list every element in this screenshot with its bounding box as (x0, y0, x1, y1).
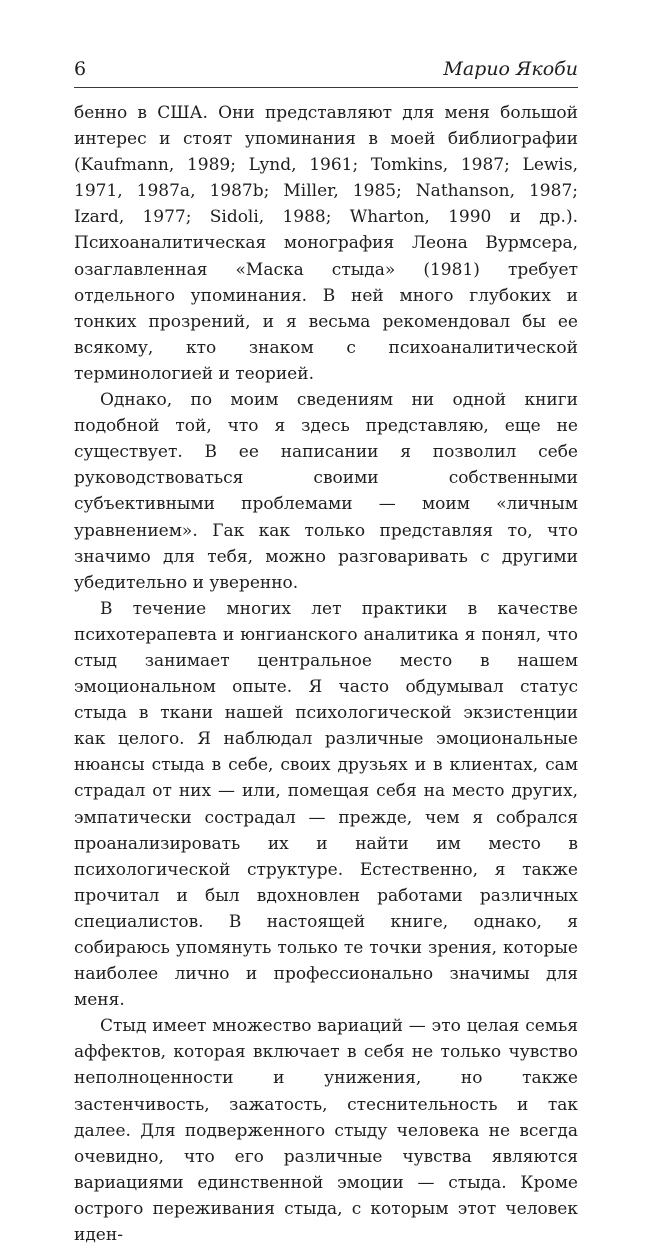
page-number: 6 (74, 58, 87, 80)
paragraph-4: Стыд имеет множество вариаций — это целая семья аффектов, которая включает в себя не только чувство неполноценности и унижения, но также застенчивость, зажатость, стеснительность и так далее. Для подверженного стыду человека не всегда очевидно, что его различные чувства являются вариациями единственной эмоции — стыда. Кроме острого переживания стыда, с которым этот человек иден- (74, 1016, 578, 1246)
paragraph-2: Однако, по моим сведениям ни одной книги подобной той, что я здесь представляю, еще не существует. В ее написании я позволил себе руководствоваться своими собственными субъективными проблемами — моим «личным уравнением». Гак как только представляя то, что значимо для тебя, можно разговаривать с другими убедительно и уверенно. (74, 390, 578, 593)
page-header (74, 57, 578, 87)
header-rule (74, 87, 578, 88)
running-head-author: Марио Якоби (443, 58, 578, 80)
paragraph-3: В течение многих лет практики в качестве психотерапевта и юнгианского аналитика я понял, что стыд занимает центральное место в нашем эмоциональном опыте. Я часто обдумывал статус стыда в ткани нашей психологической экзистенции как целого. Я наблюдал различные эмоциональные нюансы стыда в себе, своих друзьях и в клиентах, сам страдал от них — или, помещая себя на место других, эмпатически сострадал — прежде, чем я собрался проанализировать их и найти им место в психологической структуре. Естественно, я также прочитал и был вдохновлен работами различных специалистов. В настоящей книге, однако, я собираюсь упомянуть только те точки зрения, которые наиболее лично и профессионально значимы для меня. (74, 598, 578, 1011)
paragraph-1: бенно в США. Они представляют для меня большой интерес и стоят упоминания в моей библиографии (Kaufmann, 1989; Lynd, 1961; Tomkins, 1987; Lewis, 1971, 1987a, 1987b; Miller, 1985; Nathanson, 1987; Izard, 1977; Sidoli, 1988; Wharton, 1990 и др.). Психоаналитическая монография Леона Вурмсера, озаглавленная «Маска стыда» (1981) требует отдельного упоминания. В ней много глубоких и тонких прозрений, и я весьма рекомендовал бы ее всякому, кто знаком с психоаналитической терминологией и теорией. (74, 103, 578, 384)
body-text (74, 100, 578, 1248)
